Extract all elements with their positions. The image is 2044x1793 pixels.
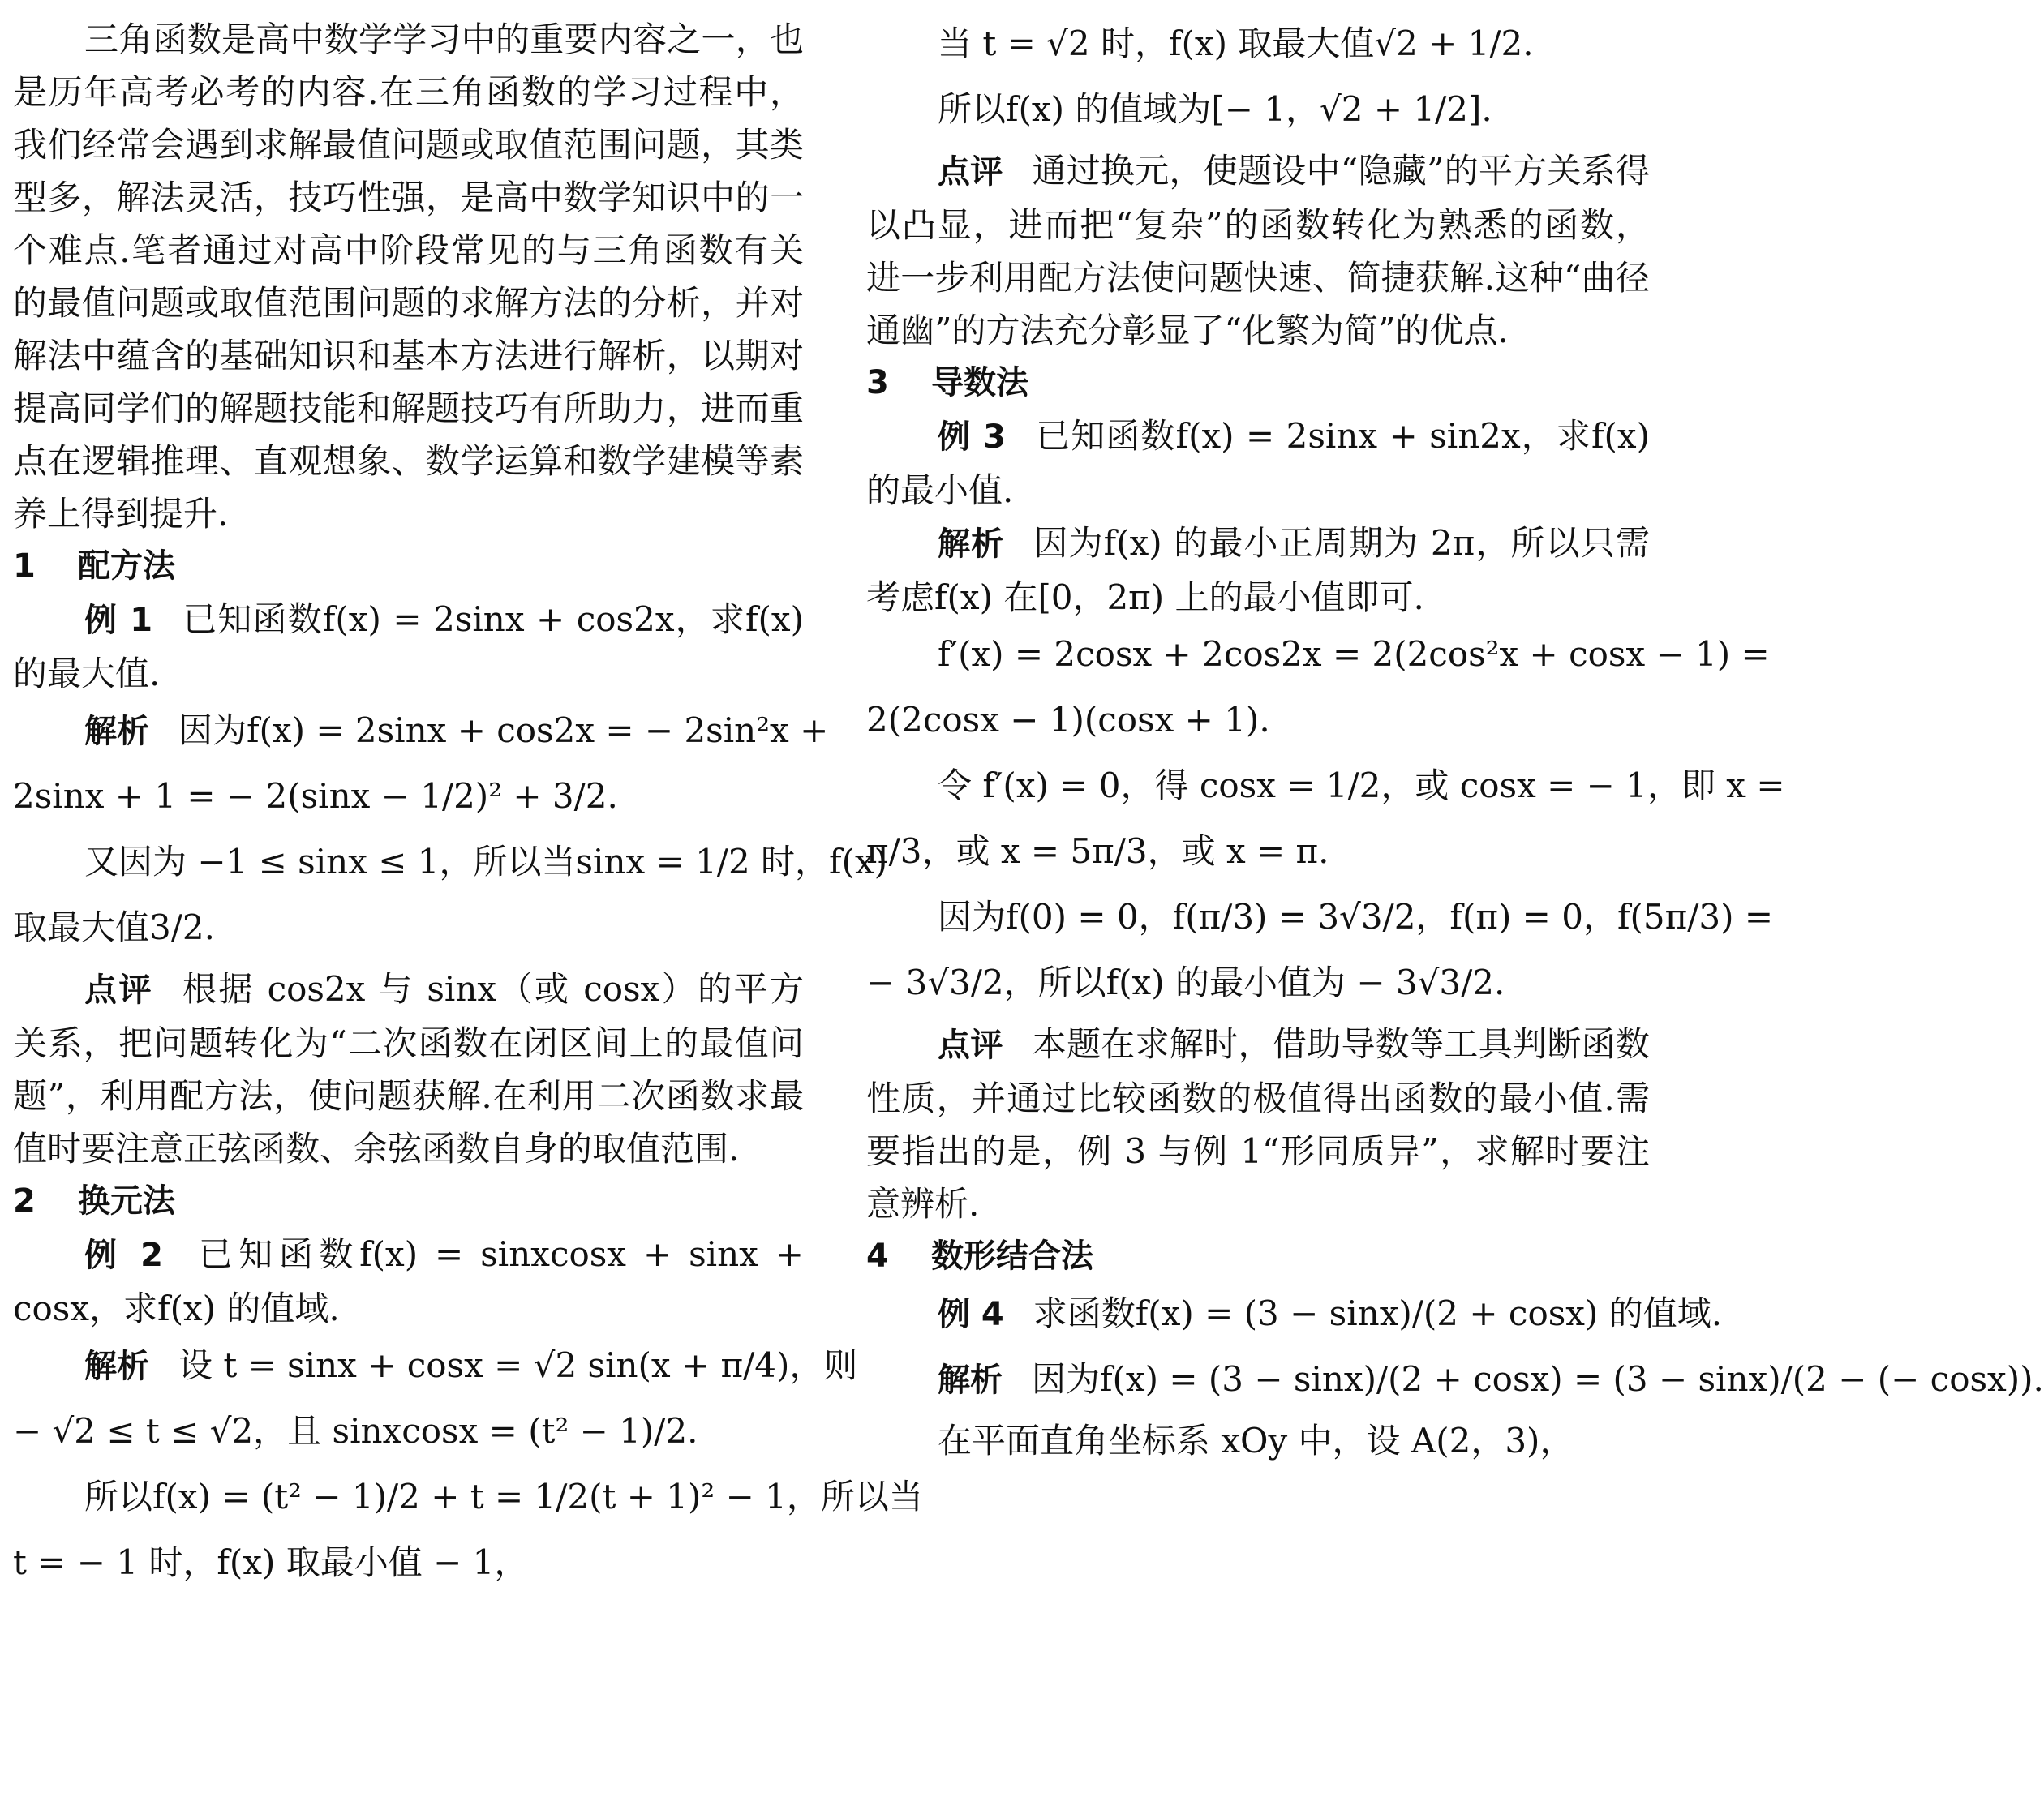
example-3-solution-1 (866, 517, 1650, 624)
example-2-solution-text-1: 设 t = sinx + cosx = √2 sin(x + π/4)，则 (178, 1345, 858, 1385)
example-3-solution-text-1: 因为f(x) 的最小正周期为 2π，所以只需考虑f(x) 在[0，2π) 上的最小值即可. (866, 523, 1651, 617)
example-1-comment-text: 根据 cos2x 与 sinx（或 cosx）的平方关系，把问题转化为“二次函数在闭区间上的最值问题”，利用配方法，使问题获解.在利用二次函数求最值时要注意正弦函数、余弦函数自身的取值范围. (13, 969, 805, 1169)
section-2-title: 换元法 (78, 1182, 175, 1220)
example-3-label: 例 3 (938, 418, 1006, 456)
example-3-comment-label: 点评 (938, 1027, 1003, 1064)
example-3-solution-line-4: 令 f′(x) = 0，得 cosx = 1/2，或 cosx = − 1，即 x = (938, 766, 1785, 805)
example-1-solution-line-4: 取最大值3/2. (13, 907, 215, 947)
example-2-comment-text: 通过换元，使题设中“隐藏”的平方关系得以凸显，进而把“复杂”的函数转化为熟悉的函数，进一步利用配方法使问题快速、简捷获解.这种“曲径通幽”的方法充分彰显了“化繁为简”的优点. (866, 151, 1651, 350)
example-2-text: 已知函数f(x) = sinxcosx + sinx + cosx，求f(x) 的值域. (13, 1234, 804, 1328)
example-4-text: 求函数f(x) = (3 − sinx)/(2 + cosx) 的值域. (1033, 1293, 1723, 1333)
section-2-number: 2 (13, 1182, 36, 1220)
example-1-solution-line-1 (13, 700, 829, 766)
example-2-solution-label: 解析 (84, 1348, 149, 1385)
section-1-title: 配方法 (78, 547, 175, 585)
example-1-text: 已知函数f(x) = 2sinx + cos2x，求f(x) 的最大值. (13, 599, 804, 693)
example-1-solution-text-1: 因为f(x) = 2sinx + cos2x = − 2sin²x + (178, 710, 829, 750)
left-column (13, 13, 923, 1598)
example-4-solution-text-1: 因为f(x) = (3 − sinx)/(2 + cosx) = (3 − sinx)/(2 − (− cosx)). (1032, 1359, 2044, 1399)
section-1-heading (13, 540, 804, 593)
example-2-solution-line-5: 当 t = √2 时，f(x) 取最大值√2 + 1/2. (938, 24, 1534, 63)
example-3-comment-text: 本题在求解时，借助导数等工具判断函数性质，并通过比较函数的极值得出函数的最小值.需要指出的是，例 3 与例 1“形同质异”，求解时要注意辨析. (866, 1024, 1650, 1224)
section-3-heading (866, 357, 1650, 410)
example-3-solution-line-7: − 3√3/2，所以f(x) 的最小值为 − 3√3/2. (866, 963, 1505, 1002)
example-1-solution-line-2: 2sinx + 1 = − 2(sinx − 1/2)² + 3/2. (13, 776, 618, 816)
example-1-label: 例 1 (84, 602, 153, 639)
example-3-solution-line-5: π/3，或 x = 5π/3，或 x = π. (866, 831, 1329, 871)
example-3-text: 已知函数f(x) = 2sinx + sin2x，求f(x) 的最小值. (866, 416, 1650, 510)
example-4-solution-line-1 (866, 1349, 2044, 1414)
section-4-title: 数形结合法 (931, 1238, 1093, 1275)
section-3-number: 3 (866, 364, 889, 401)
section-3-title: 导数法 (931, 364, 1028, 401)
example-4-solution-line-2: 在平面直角坐标系 xOy 中，设 A(2，3)， (938, 1421, 1574, 1461)
example-2-solution-line-2: − √2 ≤ t ≤ √2，且 sinxcosx = (t² − 1)/2. (13, 1411, 698, 1451)
example-2-solution-line-4: t = − 1 时，f(x) 取最小值 − 1， (13, 1542, 529, 1582)
section-4-heading (866, 1230, 1650, 1283)
example-4-solution-label: 解析 (938, 1362, 1003, 1399)
intro-paragraph: 三角函数是高中数学学习中的重要内容之一，也是历年高考必考的内容.在三角函数的学习过程中，我们经常会遇到求解最值问题或取值范围问题，其类型多，解法灵活，技巧性强，是高中数学知识中的一个难点.笔者通过对高中阶段常见的与三角函数有关的最值问题或取值范围问题的求解方法的分析，并对解法中蕴含的基础知识和基本方法进行解析，以期对提高同学们的解题技能和解题技巧有所助力，进而重点在逻辑推理、直观想象、数学运算和数学建模等素养上得到提升. (13, 19, 804, 534)
example-4-label: 例 4 (938, 1296, 1004, 1333)
example-3-comment (866, 1018, 1650, 1230)
example-2-solution-line-3: 所以f(x) = (t² − 1)/2 + t = 1/2(t + 1)² − 1，所以当 (84, 1477, 923, 1516)
section-2-heading (13, 1175, 804, 1228)
example-2-comment (866, 144, 1650, 357)
example-2-solution-line-6: 所以f(x) 的值域为[− 1，√2 + 1/2]. (938, 89, 1492, 129)
example-4 (866, 1283, 1723, 1349)
example-3 (866, 410, 1650, 517)
section-1-number: 1 (13, 547, 36, 585)
example-1-comment (13, 963, 804, 1175)
example-3-solution-line-3: 2(2cosx − 1)(cosx + 1). (866, 700, 1270, 740)
example-1-solution-line-3: 又因为 −1 ≤ sinx ≤ 1，所以当sinx = 1/2 时，f(x) (84, 842, 888, 881)
example-2-comment-label: 点评 (938, 153, 1003, 191)
example-2 (13, 1228, 804, 1335)
section-4-number: 4 (866, 1238, 889, 1275)
right-column (866, 13, 2044, 1467)
example-3-solution-line-2: f′(x) = 2cosx + 2cos2x = 2(2cos²x + cosx − 1) = (938, 634, 1770, 674)
example-1-comment-label: 点评 (84, 972, 153, 1009)
example-1 (13, 593, 804, 700)
example-2-label: 例 2 (84, 1237, 163, 1274)
example-1-solution-label: 解析 (84, 713, 149, 750)
example-3-solution-line-6: 因为f(0) = 0，f(π/3) = 3√3/2，f(π) = 0，f(5π/3) = (938, 897, 1774, 937)
example-3-solution-label: 解析 (938, 525, 1005, 563)
example-2-solution-line-1 (13, 1335, 858, 1401)
